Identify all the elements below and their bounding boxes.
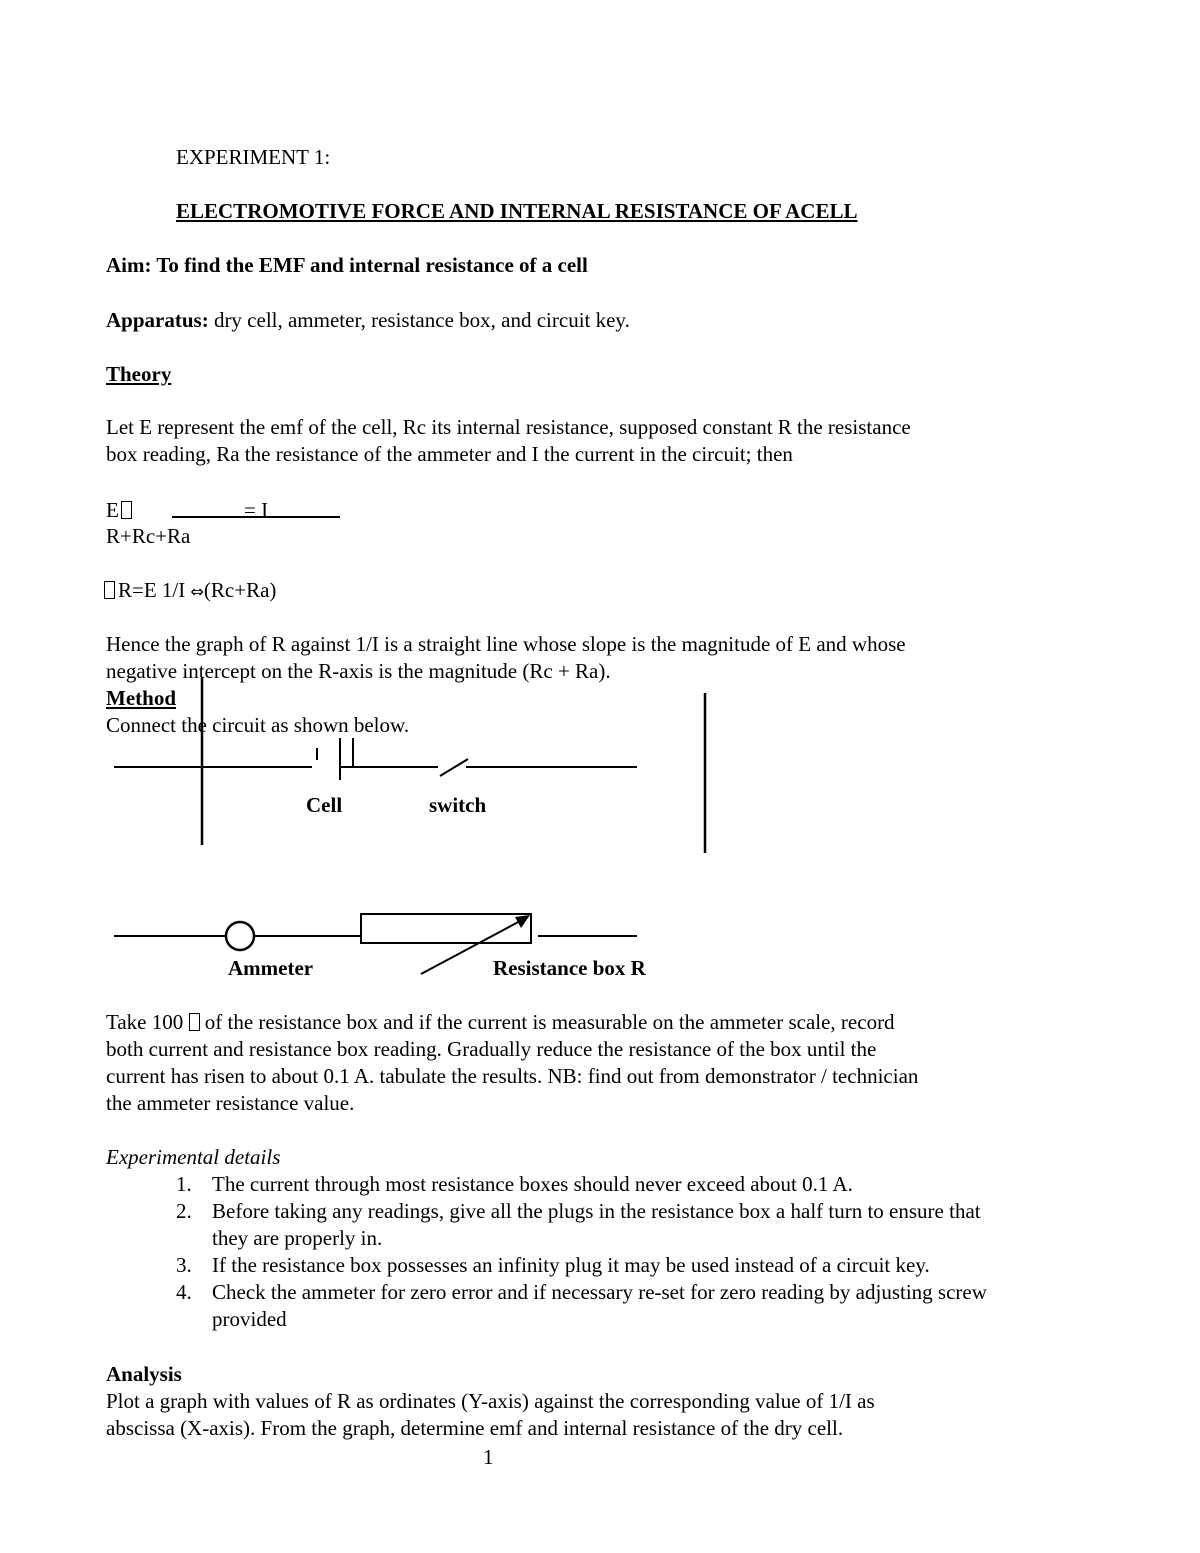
- equation-1-right: = I: [244, 498, 269, 522]
- analysis-heading: Analysis: [106, 1362, 182, 1386]
- method-para-line-2: both current and resistance box reading. Gradually reduce the resistance of the box until the: [106, 1037, 877, 1061]
- method-para-line-3: current has risen to about 0.1 A. tabulate the results. NB: find out from demonstrator / technician: [106, 1064, 919, 1088]
- resistance-box-label: Resistance box R: [493, 956, 646, 980]
- theory-heading: Theory: [106, 362, 172, 386]
- apparatus-text: dry cell, ammeter, resistance box, and circuit key.: [208, 308, 630, 332]
- switch-label: switch: [429, 793, 487, 817]
- theory-line-4: negative intercept on the R-axis is the magnitude (Rc + Ra).: [106, 659, 611, 683]
- switch-blade: [440, 759, 468, 776]
- analysis-line-1: Plot a graph with values of R as ordinates (Y-axis) against the corresponding value of 1/I as: [106, 1389, 875, 1413]
- equation-2: R=E 1/I ⇔(Rc+Ra): [104, 577, 276, 605]
- page-number: 1: [483, 1445, 494, 1469]
- method-para-line-1: Take 100 of the resistance box and if the current is measurable on the ammeter scale, record: [106, 1010, 895, 1034]
- equation-1-left: E: [106, 497, 132, 524]
- list-item: 4. Check the ammeter for zero error and if necessary re-set for zero reading by adjusting screw provided: [176, 1280, 987, 1331]
- experimental-details-list: [170, 1171, 1050, 1333]
- experimental-details-heading: Experimental details: [106, 1145, 281, 1169]
- method-intro: Connect the circuit as shown below.: [106, 713, 410, 737]
- list-item: 3. If the resistance box possesses an infinity plug it may be used instead of a circuit key.: [176, 1253, 930, 1277]
- theory-line-3: Hence the graph of R against 1/I is a straight line whose slope is the magnitude of E and whose: [106, 632, 906, 656]
- theory-line-1: Let E represent the emf of the cell, Rc its internal resistance, supposed constant R the resistance: [106, 415, 911, 439]
- theory-line-2: box reading, Ra the resistance of the ammeter and I the current in the circuit; then: [106, 442, 793, 466]
- method-para-line-4: the ammeter resistance value.: [106, 1091, 355, 1115]
- method-heading: Method: [106, 686, 176, 710]
- ohm-glyph-icon: [189, 1013, 200, 1031]
- experiment-number: EXPERIMENT 1:: [176, 145, 331, 169]
- list-item: 1. The current through most resistance boxes should never exceed about 0.1 A.: [176, 1172, 853, 1196]
- cell-label: Cell: [306, 793, 343, 817]
- equation-1-denominator: R+Rc+Ra: [106, 524, 191, 548]
- minus-symbol-icon: ⇔: [190, 582, 204, 601]
- ammeter-symbol: [226, 922, 254, 950]
- document-title: ELECTROMOTIVE FORCE AND INTERNAL RESISTANCE OF ACELL: [176, 199, 858, 223]
- apparatus-label: Apparatus:: [106, 308, 209, 332]
- ammeter-label: Ammeter: [228, 956, 314, 980]
- analysis-line-2: abscissa (X-axis). From the graph, determine emf and internal resistance of the dry cell.: [106, 1416, 844, 1440]
- list-item: 2. Before taking any readings, give all the plugs in the resistance box a half turn to ensure that they are properly in.: [176, 1199, 981, 1250]
- aim-statement: Aim: To find the EMF and internal resistance of a cell: [106, 253, 588, 277]
